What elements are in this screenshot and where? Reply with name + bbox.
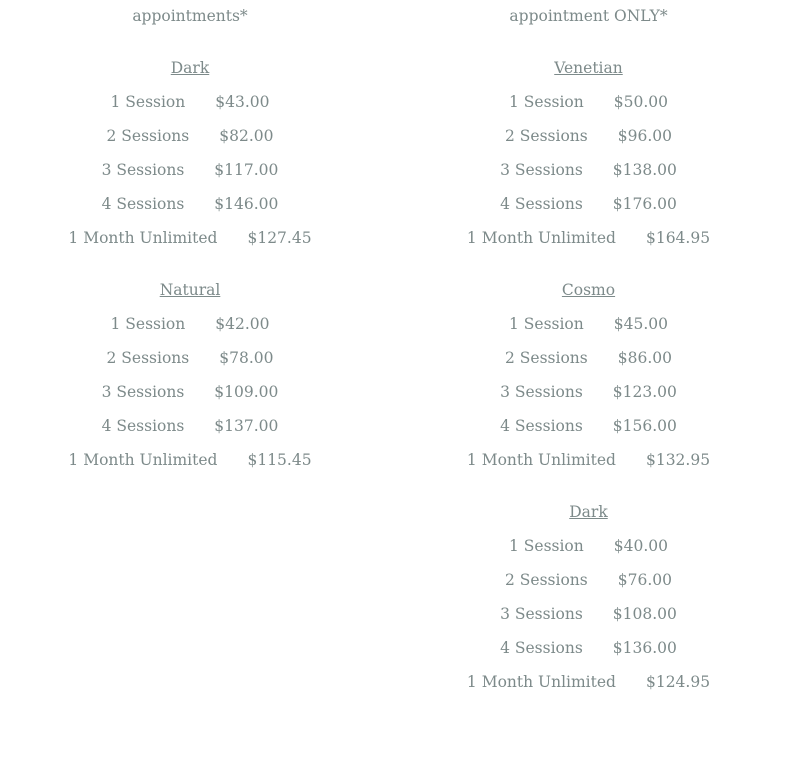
price-row [0, 382, 380, 402]
price-value: $146.00 [214, 195, 279, 213]
price-value: $43.00 [215, 93, 270, 111]
price-label: 1 Month Unlimited [68, 229, 218, 247]
price-value: $123.00 [612, 383, 677, 401]
price-value: $164.95 [645, 229, 711, 247]
price-row [0, 126, 380, 146]
price-label: 1 Session [508, 93, 584, 111]
price-row [397, 228, 780, 248]
price-label: 4 Sessions [500, 417, 583, 435]
price-value: $117.00 [214, 161, 279, 179]
price-section-left-natural [0, 280, 380, 470]
price-value: $132.95 [645, 451, 711, 469]
price-value: $45.00 [613, 315, 668, 333]
price-row [0, 160, 380, 180]
price-value: $109.00 [214, 383, 279, 401]
price-label: 2 Sessions [106, 349, 190, 367]
left-price-column [0, 0, 380, 470]
price-label: 2 Sessions [505, 349, 588, 367]
price-value: $136.00 [612, 639, 677, 657]
price-label: 1 Month Unlimited [466, 229, 616, 247]
price-label: 4 Sessions [101, 417, 185, 435]
price-row [397, 382, 780, 402]
price-value: $86.00 [617, 349, 672, 367]
price-label: 2 Sessions [505, 127, 588, 145]
price-label: 4 Sessions [101, 195, 185, 213]
price-label: 1 Session [110, 315, 186, 333]
price-section-right-cosmo [397, 280, 780, 470]
price-label: 3 Sessions [500, 383, 583, 401]
price-row [397, 92, 780, 112]
price-label: 1 Month Unlimited [466, 451, 616, 469]
price-label: 2 Sessions [505, 571, 588, 589]
price-row [397, 638, 780, 658]
price-label: 3 Sessions [101, 383, 185, 401]
price-label: 3 Sessions [101, 161, 185, 179]
price-label: 3 Sessions [500, 161, 583, 179]
price-label: 1 Session [508, 315, 584, 333]
price-value: $108.00 [612, 605, 677, 623]
price-value: $115.45 [247, 451, 312, 469]
price-value: $96.00 [617, 127, 672, 145]
section-title: Venetian [554, 59, 623, 77]
price-row [397, 604, 780, 624]
section-title: Dark [569, 503, 608, 521]
price-value: $78.00 [219, 349, 274, 367]
price-row [397, 160, 780, 180]
price-section-right-dark [397, 502, 780, 692]
price-value: $50.00 [613, 93, 668, 111]
price-row [397, 194, 780, 214]
price-row [397, 314, 780, 334]
price-row [0, 348, 380, 368]
price-row [0, 450, 380, 470]
price-label: 1 Session [508, 537, 584, 555]
price-row [0, 314, 380, 334]
price-value: $82.00 [219, 127, 274, 145]
price-value: $156.00 [612, 417, 677, 435]
right-intro-text: appointment ONLY* [509, 7, 668, 25]
left-intro-text: appointments* [132, 7, 248, 25]
price-value: $124.95 [645, 673, 711, 691]
price-row [397, 416, 780, 436]
price-row [0, 228, 380, 248]
price-label: 4 Sessions [500, 639, 583, 657]
price-label: 1 Month Unlimited [466, 673, 616, 691]
price-label: 2 Sessions [106, 127, 190, 145]
price-value: $176.00 [612, 195, 677, 213]
price-value: $138.00 [612, 161, 677, 179]
right-price-column [397, 0, 780, 692]
price-section-right-venetian [397, 58, 780, 248]
price-label: 3 Sessions [500, 605, 583, 623]
price-value: $137.00 [214, 417, 279, 435]
price-row [397, 570, 780, 590]
section-title: Natural [159, 281, 221, 299]
price-row [397, 672, 780, 692]
section-title: Dark [170, 59, 210, 77]
price-row [0, 194, 380, 214]
price-value: $127.45 [247, 229, 312, 247]
price-value: $42.00 [215, 315, 270, 333]
price-label: 1 Session [110, 93, 186, 111]
price-label: 4 Sessions [500, 195, 583, 213]
price-row [397, 450, 780, 470]
price-label: 1 Month Unlimited [68, 451, 218, 469]
price-section-left-dark [0, 58, 380, 248]
price-value: $76.00 [617, 571, 672, 589]
price-row [397, 536, 780, 556]
price-row [0, 416, 380, 436]
price-row [0, 92, 380, 112]
price-value: $40.00 [613, 537, 668, 555]
section-title: Cosmo [561, 281, 616, 299]
price-row [397, 126, 780, 146]
price-row [397, 348, 780, 368]
